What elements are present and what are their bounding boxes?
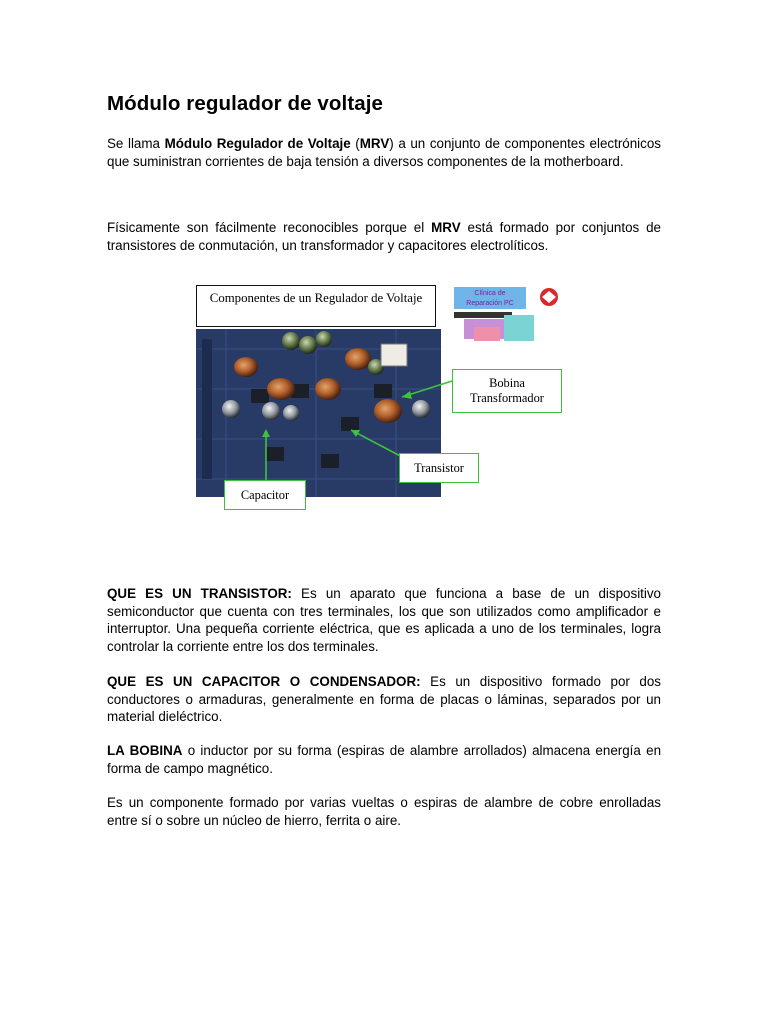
label-bobina-transformador: Bobina Transformador (452, 369, 562, 413)
vrm-components-figure (196, 285, 564, 515)
paragraph-bobina-detail: Es un componente formado por varias vueltas o espiras de alambre de cobre enrolladas entre sí o sobre un núcleo de hierro, ferrita o aire. (107, 795, 661, 828)
paragraph-capacitor: QUE ES UN CAPACITOR O CONDENSADOR: Es un dispositivo formado por dos conductores o armaduras, generalmente en forma de placas o láminas, separados por un material dieléctrico. (107, 674, 661, 725)
figure-caption: Componentes de un Regulador de Voltaje (196, 285, 436, 327)
svg-text:Reparación PC: Reparación PC (466, 300, 514, 307)
clinica-reparacion-pc-logo (454, 285, 564, 345)
svg-text:Clínica de: Clínica de (474, 290, 506, 297)
paragraph-transistor: QUE ES UN TRANSISTOR: Es un aparato que funciona a base de un dispositivo semiconductor que cuenta con tres terminales, los que son utilizados como amplificador e interruptor. Una pequeña corriente eléctrica, que es aplicada a uno de los terminales, logra controlar la corriente entre los dos terminales. (107, 586, 662, 654)
page-title: Módulo regulador de voltaje (107, 92, 384, 115)
paragraph-bobina: LA BOBINA o inductor por su forma (espiras de alambre arrollados) almacena energía en forma de campo magnético. (107, 743, 662, 776)
label-transistor: Transistor (399, 453, 479, 483)
paragraph-mrv-physical: Físicamente son fácilmente reconocibles porque el MRV está formado por conjuntos de transistores de conmutación, un transformador y capacitores electrolíticos. (107, 220, 662, 253)
label-capacitor: Capacitor (224, 480, 306, 510)
paragraph-mrv-definition: Se llama Módulo Regulador de Voltaje (MRV) a un conjunto de componentes electrónicos que suministran corrientes de baja tensión a diversos componentes de la motherboard. (107, 136, 661, 169)
